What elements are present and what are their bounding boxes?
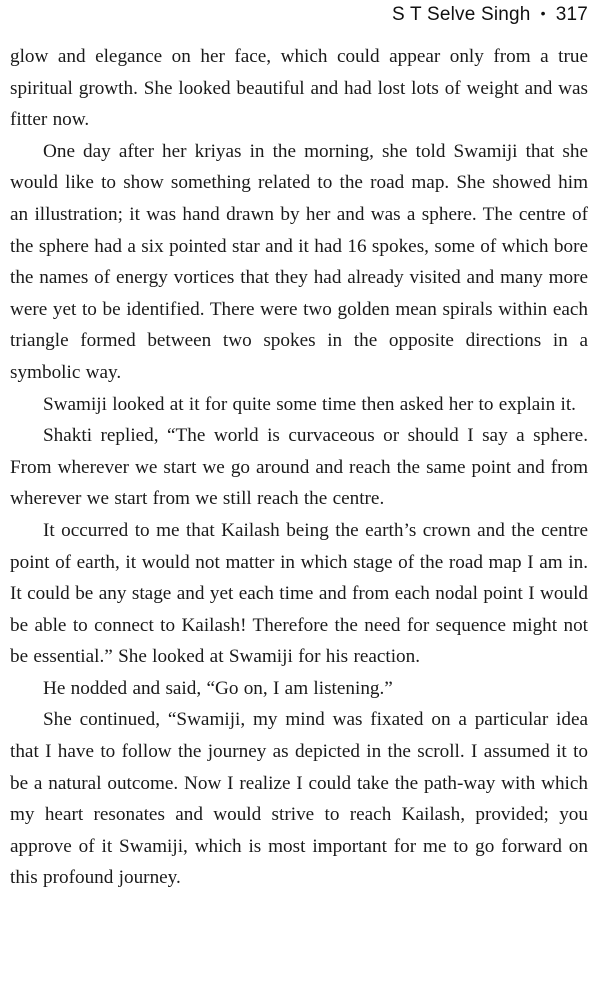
paragraph-continuation: glow and elegance on her face, which could appear only from a true spiritual growth. She looked beautiful and had lost lots of weight and was fitter now. <box>10 46 588 131</box>
body-text <box>10 41 588 894</box>
paragraph: Shakti replied, “The world is curvaceous or should I say a sphere. From wherever we start we go around and reach the same point and from wherever we start from we still reach the centre. <box>10 425 588 510</box>
paragraph: She continued, “Swamiji, my mind was fixated on a particular idea that I have to follow the journey as depicted in the scroll. I assumed it to be a natural outcome. Now I realize I could take the path-way with which my heart resonates and would strive to reach Kailash, provided; you approve of it Swamiji, which is most important for me to go forward on this profound journey. <box>10 709 588 889</box>
running-head <box>392 4 588 26</box>
paragraph: He nodded and said, “Go on, I am listening.” <box>43 677 393 699</box>
page-number: 317 <box>555 4 588 25</box>
author-name: S T Selve Singh <box>392 4 531 25</box>
paragraph: One day after her kriyas in the morning, she told Swamiji that she would like to show something related to the road map. She showed him an illustration; it was hand drawn by her and was a sphere. The centre of the sphere had a six pointed star and it had 16 spokes, some of which bore the names of energy vortices that they had already visited and many more were yet to be identified. There were two golden mean spirals within each triangle formed between two spokes in the opposite directions in a symbolic way. <box>10 140 588 383</box>
paragraph: Swamiji looked at it for quite some time then asked her to explain it. <box>43 393 576 415</box>
header-separator: • <box>540 5 546 21</box>
paragraph: It occurred to me that Kailash being the earth’s crown and the centre point of earth, it would not matter in which stage of the road map I am in. It could be any stage and yet each time and from each nodal point I would be able to connect to Kailash! Therefore the need for sequence might not be essential.” She looked at Swamiji for his reaction. <box>10 519 588 668</box>
